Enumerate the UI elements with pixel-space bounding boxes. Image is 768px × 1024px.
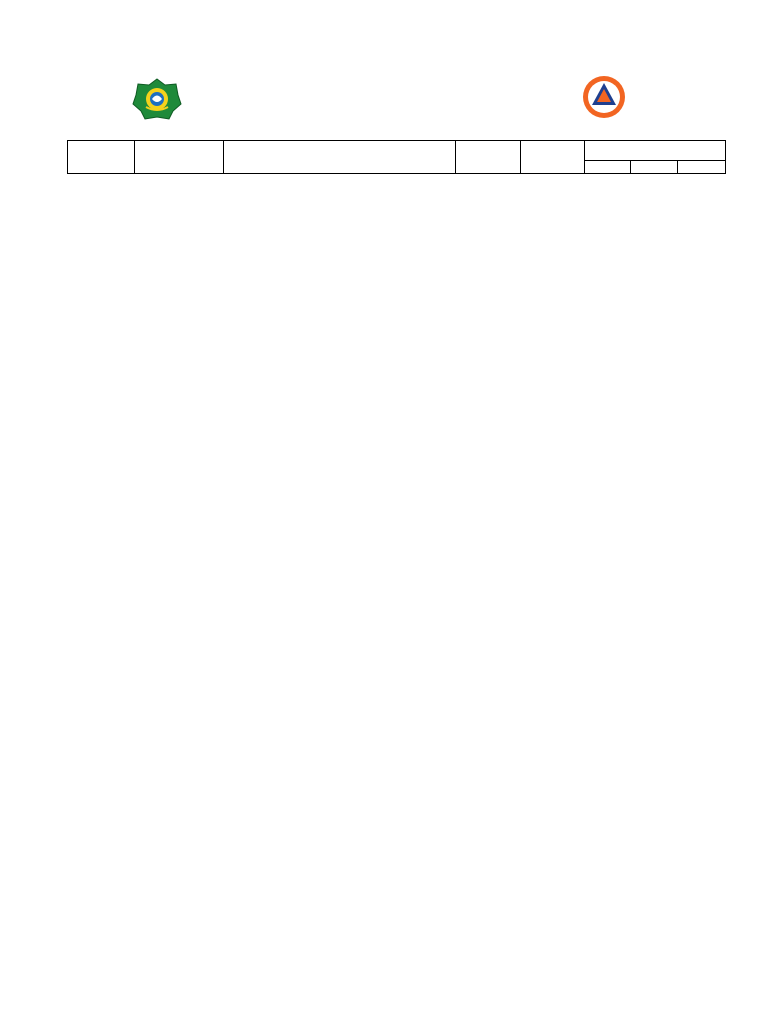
header-terdampak [521,141,585,174]
header-lokasi [224,141,456,174]
header-date-15-may [678,161,726,174]
header-desa [135,141,224,174]
bpbd-emblem-icon [582,75,626,119]
sidoarjo-emblem-icon [132,77,182,121]
header-kecamatan [68,141,135,174]
header-pengungsi [456,141,521,174]
header-date-13-may [585,161,631,174]
header-tinggi-genangan [585,141,726,161]
header-date-14-may [631,161,678,174]
monitoring-table-top [67,140,726,174]
